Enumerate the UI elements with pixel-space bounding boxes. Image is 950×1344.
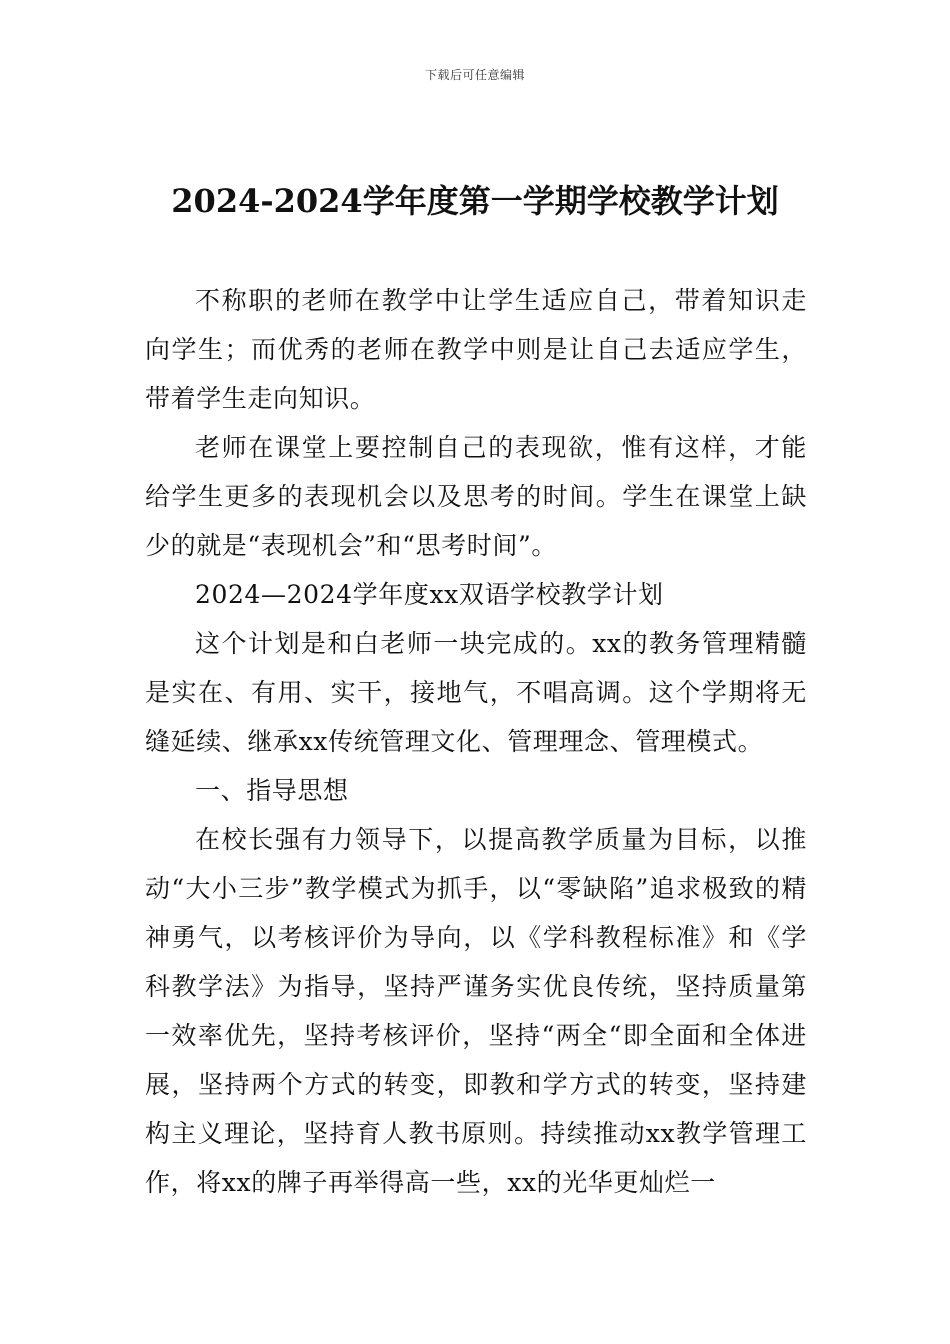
paragraph: 老师在课堂上要控制自己的表现欲，惟有这样，才能给学生更多的表现机会以及思考的时间。学生在课堂上缺少的就是“表现机会”和“思考时间”。 (145, 433, 807, 560)
paragraph: 不称职的老师在教学中让学生适应自己，带着知识走向学生；而优秀的老师在教学中则是让自己去适应学生，带着学生走向知识。 (145, 286, 807, 413)
document-title: 2024-2024学年度第一学期学校教学计划 (171, 182, 779, 220)
section-heading: 一、指导思想 (195, 776, 349, 805)
paragraph: 这个计划是和白老师一块完成的。xx的教务管理精髓是实在、有用、实干，接地气，不唱高调。这个学期将无缝延续、继承xx传统管理文化、管理理念、管理模式。 (145, 629, 807, 756)
document-body (145, 276, 807, 1207)
paragraph: 2024—2024学年度xx双语学校教学计划 (195, 580, 664, 609)
paragraph: 在校长强有力领导下，以提高教学质量为目标，以推动“大小三步”教学模式为抓手，以“零缺陷”追求极致的精神勇气，以考核评价为导向，以《学科教程标准》和《学科教学法》为指导，坚持严谨务实优良传统，坚持质量第一效率优先，坚持考核评价，坚持“两全“即全面和全体进展，坚持两个方式的转变，即教和学方式的转变，坚持建构主义理论，坚持育人教书原则。持续推动xx教学管理工作，将xx的牌子再举得高一些，xx的光华更灿烂一 (145, 825, 807, 1197)
header-note: 下载后可任意编辑 (424, 68, 525, 82)
